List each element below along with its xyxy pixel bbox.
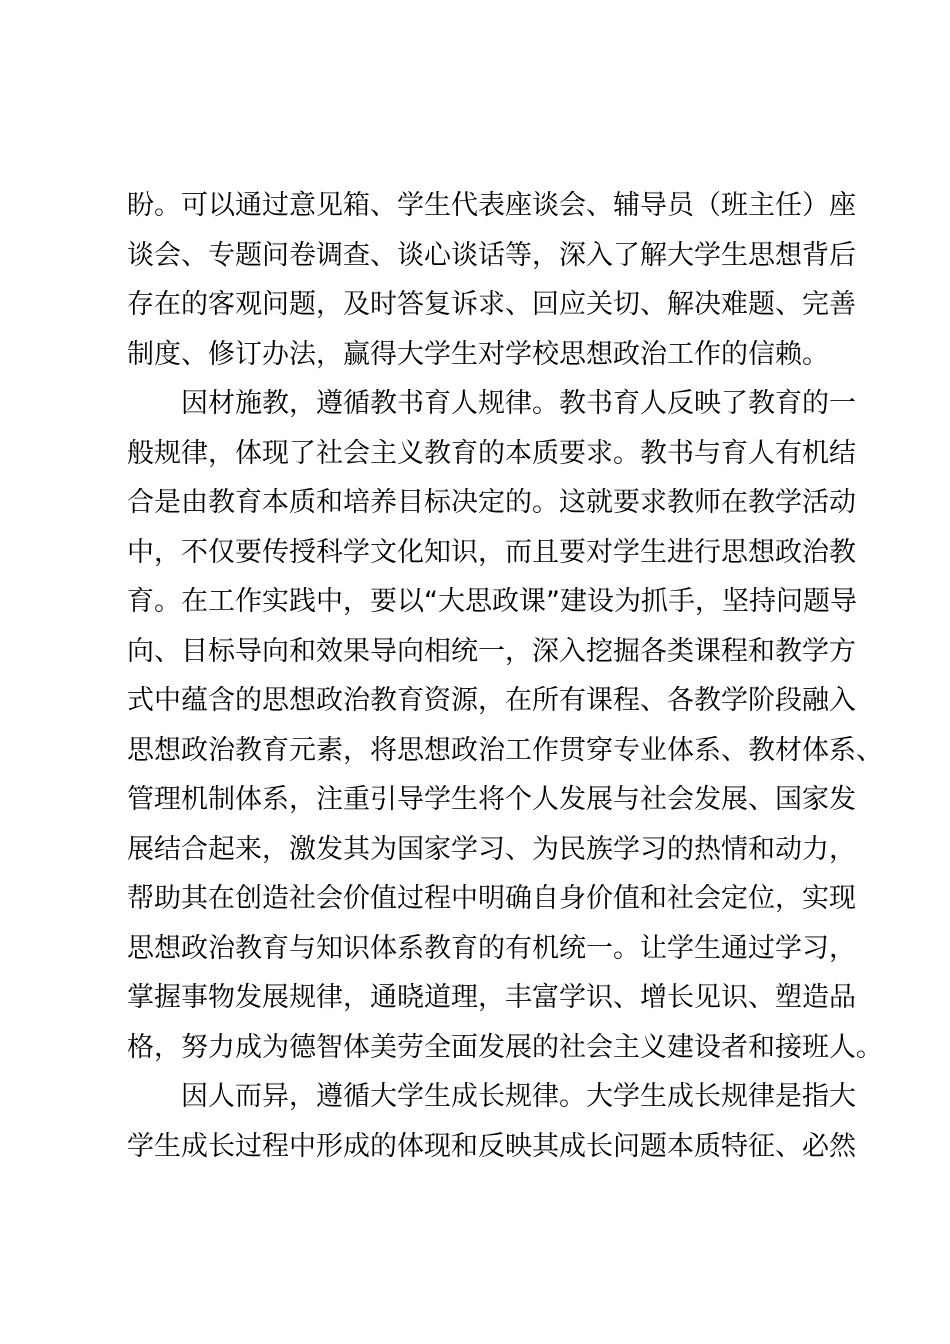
text-line: 育。在工作实践中，要以“大思政课”建设为抓手，坚持问题导 [127, 586, 857, 617]
text-line: 盼。可以通过意见箱、学生代表座谈会、辅导员（班主任）座 [127, 190, 856, 221]
paragraph-2 [127, 379, 883, 1072]
text-line: 管理机制体系，注重引导学生将个人发展与社会发展、国家发 [127, 784, 856, 815]
text-line: 向、目标导向和效果导向相统一，深入挖掘各类课程和教学方 [127, 635, 856, 667]
text-line: 存在的客观问题，及时答复诉求、回应关切、解决难题、完善 [127, 289, 856, 320]
text-line: 展结合起来，激发其为国家学习、为民族学习的热情和动力， [127, 833, 856, 865]
text-line: 帮助其在创造社会价值过程中明确自身价值和社会定位，实现 [127, 883, 856, 914]
text-line: 思想政治教育元素，将思想政治工作贯穿专业体系、教材体系、 [127, 734, 883, 766]
paragraph-3 [127, 1072, 856, 1171]
text-line: 合是由教育本质和培养目标决定的。这就要求教师在教学活动 [127, 487, 856, 518]
text-line: 学生成长过程中形成的体现和反映其成长问题本质特征、必然 [127, 1130, 856, 1162]
text-line: 中，不仅要传授科学文化知识，而且要对学生进行思想政治教 [127, 536, 856, 568]
text-line: 制度、修订办法，赢得大学生对学校思想政治工作的信赖。 [127, 338, 829, 370]
text-line: 谈会、专题问卷调查、谈心谈话等，深入了解大学生思想背后 [127, 239, 856, 271]
text-line: 思想政治教育与知识体系教育的有机统一。让学生通过学习， [127, 932, 856, 964]
paragraph-1 [127, 181, 856, 379]
text-line: 格，努力成为德智体美劳全面发展的社会主义建设者和接班人。 [127, 1031, 883, 1063]
body-text [127, 181, 883, 1171]
text-line: 因人而异，遵循大学生成长规律。大学生成长规律是指大 [181, 1081, 856, 1112]
text-line: 般规律，体现了社会主义教育的本质要求。教书与育人有机结 [127, 437, 856, 469]
text-line: 因材施教，遵循教书育人规律。教书育人反映了教育的一 [181, 388, 856, 419]
text-line: 掌握事物发展规律，通晓道理，丰富学识、增长见识、塑造品 [127, 982, 856, 1013]
text-line: 式中蕴含的思想政治教育资源，在所有课程、各教学阶段融入 [127, 685, 856, 716]
